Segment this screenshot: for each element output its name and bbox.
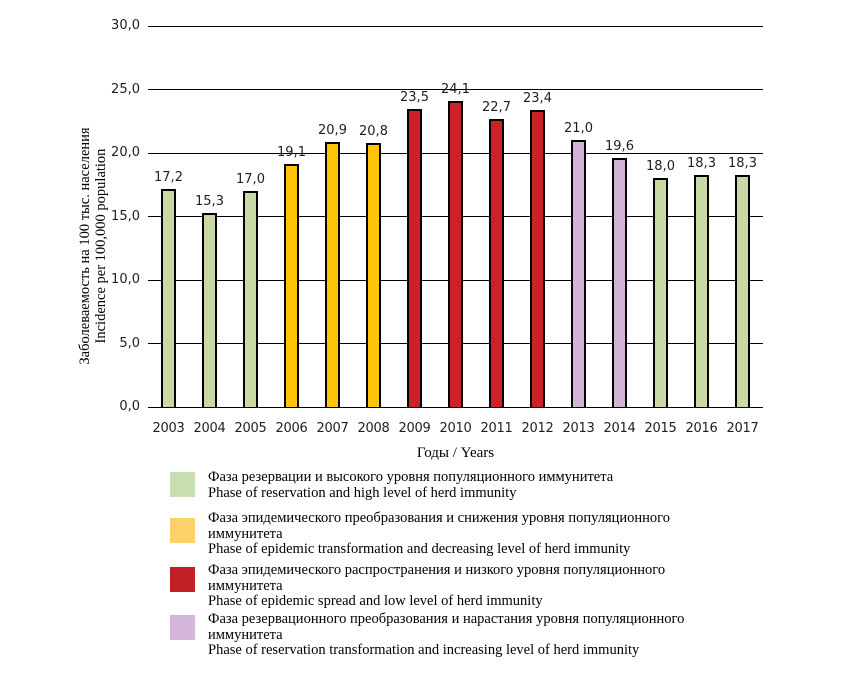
bar-2005	[243, 191, 258, 407]
bar-2013	[571, 140, 586, 407]
x-tick-label: 2017	[726, 421, 759, 436]
bar-value-label: 23,5	[400, 90, 429, 105]
legend-swatch-spread	[170, 567, 195, 592]
x-tick-label: 2007	[316, 421, 349, 436]
x-tick-label: 2004	[193, 421, 226, 436]
bar-2017	[735, 175, 750, 407]
legend-label-en: Phase of reservation and high level of herd immunity	[208, 484, 517, 501]
legend-entry-reservation	[208, 470, 740, 501]
bar-2003	[161, 189, 176, 407]
bar-2014	[612, 158, 627, 407]
x-axis-title: Годы / Years	[416, 445, 495, 461]
bar-2007	[325, 142, 340, 407]
x-tick-label: 2003	[152, 421, 185, 436]
x-tick-label: 2013	[562, 421, 595, 436]
x-tick-label: 2012	[521, 421, 554, 436]
bar-2012	[530, 110, 545, 407]
x-tick-label: 2005	[234, 421, 267, 436]
x-tick-label: 2011	[480, 421, 513, 436]
legend-entry-spread	[208, 563, 740, 610]
y-tick-label: 30,0	[111, 18, 140, 33]
x-tick-label: 2010	[439, 421, 472, 436]
x-tick-label: 2015	[644, 421, 677, 436]
gridline	[148, 26, 763, 27]
bar-value-label: 22,7	[482, 100, 511, 115]
legend-label-en: Phase of epidemic spread and low level of herd immunity	[208, 593, 543, 609]
bar-value-label: 17,0	[236, 172, 265, 187]
bar-value-label: 18,3	[728, 156, 757, 171]
bar-value-label: 15,3	[195, 194, 224, 209]
legend-label-ru: Фаза эпидемического преобразования и снижения уровня популяционного иммунитета	[208, 510, 671, 542]
x-tick-label: 2009	[398, 421, 431, 436]
bar-2015	[653, 178, 668, 407]
y-tick-label: 5,0	[119, 335, 140, 351]
bar-value-label: 17,2	[154, 170, 183, 185]
legend-entry-transformation	[208, 511, 740, 558]
legend-label-ru: Фаза эпидемического распространения и низкого уровня популяционного иммунитета	[208, 562, 666, 594]
bar-2011	[489, 119, 504, 407]
bar-2016	[694, 175, 709, 407]
y-tick-label: 0,0	[119, 399, 140, 414]
y-tick-label: 15,0	[111, 208, 140, 224]
y-axis-title	[77, 66, 111, 426]
legend-swatch-transformation	[170, 518, 195, 543]
x-tick-label: 2016	[685, 421, 718, 436]
legend-swatch-increase	[170, 615, 195, 640]
bar-2008	[366, 143, 381, 407]
x-tick-label: 2014	[603, 421, 636, 436]
legend-label-ru: Фаза резервации и высокого уровня популяционного иммунитета	[208, 469, 614, 485]
bar-value-label: 20,9	[318, 123, 347, 138]
legend-entry-increase	[208, 612, 740, 659]
bar-value-label: 19,6	[605, 139, 634, 154]
legend-swatch-reservation	[170, 472, 195, 497]
legend-label-ru: Фаза резервационного преобразования и нарастания уровня популяционного иммунитета	[208, 611, 685, 643]
y-tick-label: 10,0	[111, 272, 140, 287]
x-tick-label: 2006	[275, 421, 308, 436]
bar-2006	[284, 164, 299, 407]
bar-value-label: 21,0	[564, 121, 593, 136]
y-tick-label: 25,0	[111, 81, 140, 97]
y-axis-title-ru: Заболеваемость на 100 тыс. населения	[77, 127, 93, 365]
bar-value-label: 18,0	[646, 159, 675, 174]
bar-2010	[448, 101, 463, 407]
bar-value-label: 20,8	[359, 124, 388, 139]
legend-label-en: Phase of epidemic transformation and decreasing level of herd immunity	[208, 541, 631, 557]
bar-value-label: 18,3	[687, 156, 716, 171]
bar-2004	[202, 213, 217, 407]
y-tick-label: 20,0	[111, 145, 140, 160]
y-axis-title-en: Incidence per 100,000 population	[93, 148, 109, 344]
bar-value-label: 19,1	[277, 145, 306, 160]
x-tick-label: 2008	[357, 421, 390, 436]
legend-label-en: Phase of reservation transformation and increasing level of herd immunity	[208, 642, 640, 658]
bar-value-label: 23,4	[523, 91, 552, 106]
bar-value-label: 24,1	[441, 82, 470, 97]
bar-2009	[407, 109, 422, 407]
